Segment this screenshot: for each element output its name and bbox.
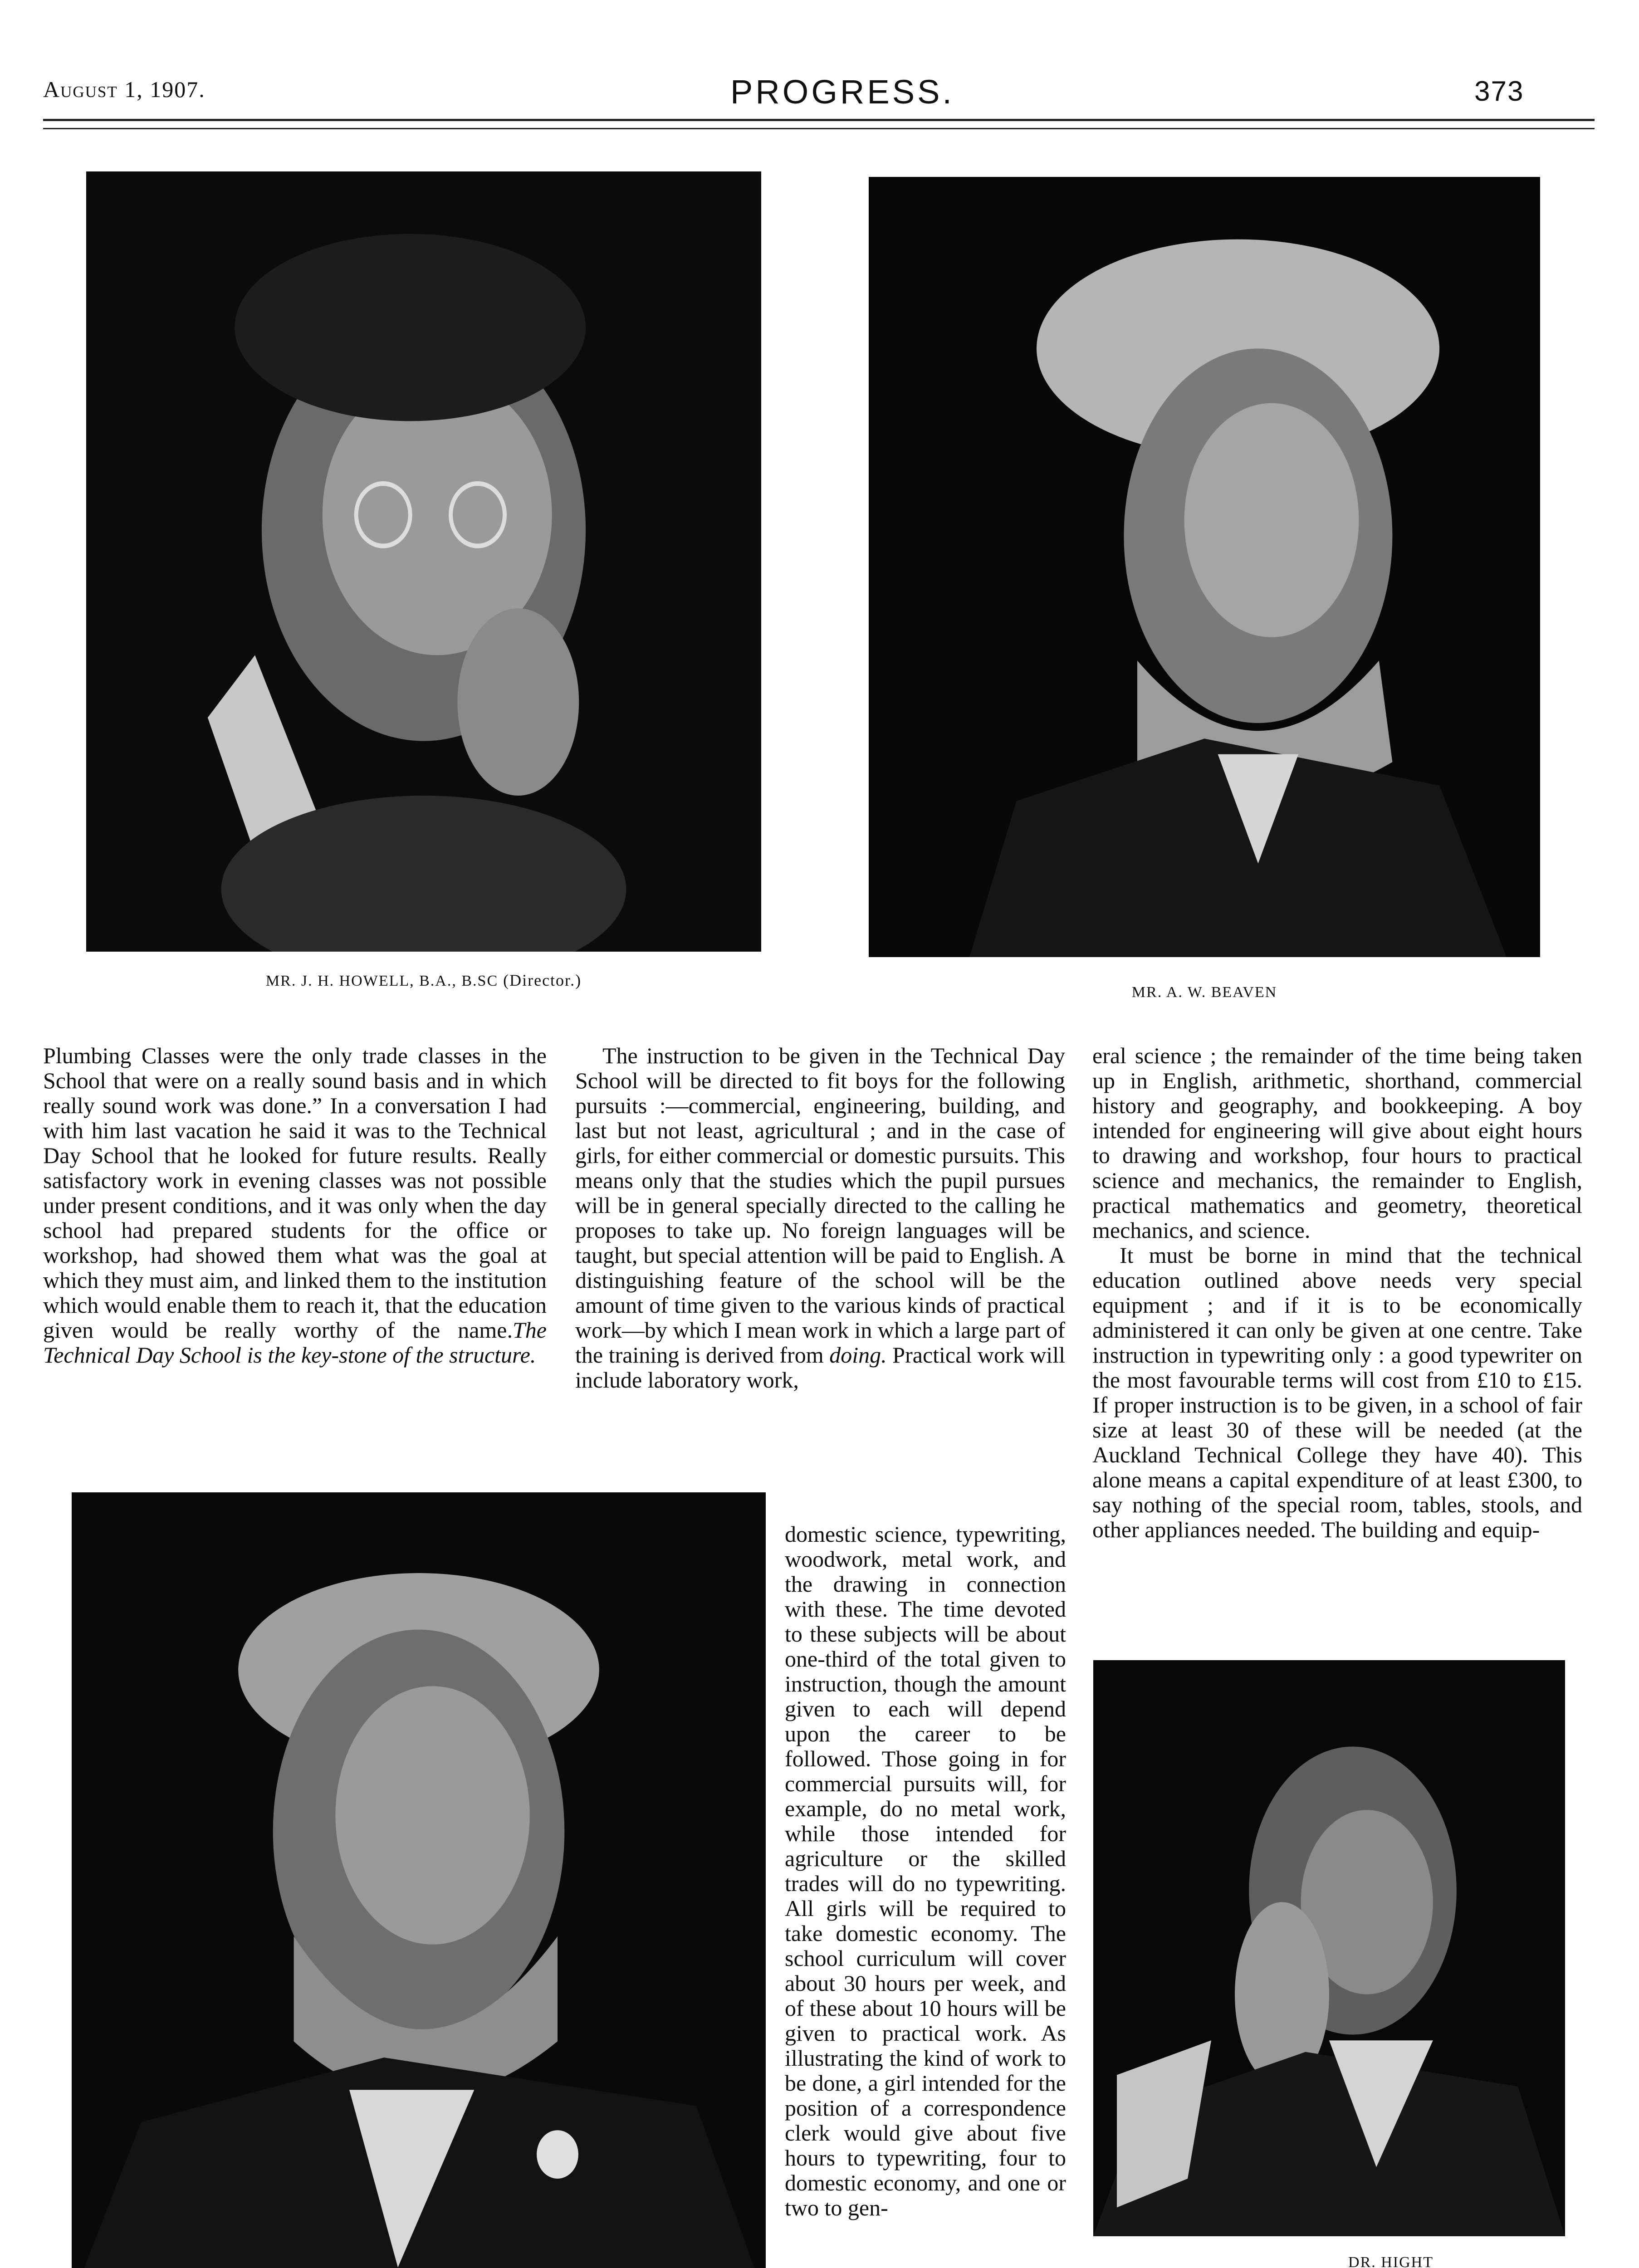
- article-column-2-narrow: [785, 1522, 1066, 2220]
- caption-hight-name-line: [1189, 2252, 1551, 2268]
- page-number: 373: [1474, 76, 1524, 107]
- article-column-2-top: [575, 1043, 1065, 1393]
- caption-howell-role: (Director.): [503, 971, 582, 989]
- header-rule: [43, 119, 1595, 121]
- header-rule-thin: [43, 128, 1595, 129]
- article-column-1: [43, 1043, 547, 1368]
- article-column-3: [1092, 1043, 1582, 1542]
- caption-beaven-name: MR. A. W. BEAVEN: [1131, 984, 1277, 1001]
- column-2-narrow-body: domestic science, typewriting, woodwork, metal work, and the drawing in connection with these. The time devoted to these subjects will be about one-third of the total given to instruction, though the amount given to each will depend upon the career to be followed. Those going in for commercial pursuits will, for example, do no metal work, while those intended for agriculture or the skilled trades will do no typewriting. All girls will be required to take domestic economy. The school curriculum will cover about 30 hours per week, and of these about 10 hours will be given to practical work. As illustrating the kind of work to be done, a girl intended for the position of a correspondence clerk would give about five hours to typewriting, four to domestic economy, and one or two to gen-: [785, 1521, 1066, 2220]
- column-2-body: The instruction to be given in the Technical Day School will be directed to fit boys for the following pursuits :—commercial, engineering, building, and last but not least, agricultural ; and in the case of girls, for either commercial or domestic pursuits. This means only that the studies which the pupil pursues will be in general specially directed to the calling he proposes to take up. No foreign languages will be taught, but special attention will be paid to English. A distinguishing feature of the school will be the amount of time given to the various kinds of practical work—by which I mean work in which a large part of the training is derived from: [575, 1043, 1065, 1368]
- portrait-minson-photo: [72, 1492, 766, 2268]
- column-3-para-2: It must be borne in mind that the technical education outlined above needs very special equipment ; and if it is to be economically administered it can only be given at one centre. Take instruction in typewriting only : a good typewriter on the most favourable terms will cost from £10 to £15. If proper instruction is to be given, in a school of fair size at least 30 of these will be needed (at the Auckland Technical College they have 40). This alone means a capital expenditure of at least £300, to say nothing of the special room, tables, stools, and other appliances needed. The building and equip-: [1092, 1242, 1582, 1542]
- caption-howell-name: MR. J. H. HOWELL, B.A., B.SC: [265, 973, 499, 989]
- portrait-howell-photo: [86, 171, 761, 952]
- column-1-keystone-italic: The Technical Day School is the key-stone of the structure.: [43, 1317, 547, 1368]
- column-2-doing-italic: doing.: [829, 1342, 887, 1368]
- column-2-body-end: Practical work will include laboratory work,: [575, 1342, 1066, 1393]
- issue-date: August 1, 1907.: [43, 77, 205, 102]
- portrait-hight-photo: [1093, 1660, 1565, 2236]
- caption-hight-name: DR. HIGHT: [1348, 2254, 1434, 2268]
- caption-beaven: [869, 982, 1540, 1001]
- portrait-beaven-photo: [869, 177, 1540, 957]
- column-1-body: Plumbing Classes were the only trade classes in the School that were on a really sound basis and in which really sound work was done.” In a conversation I had with him last vacation he said it was to the Technical Day School that he looked for future results. Really satisfactory work in evening classes was not possible under present conditions, and it was only when the day school had prepared students for the office or workshop, had showed them what was the goal at which they must aim, and linked them to the institution which would enable them to reach it, that the education given would be really worthy of the name.: [43, 1043, 547, 1343]
- column-3-para-1: eral science ; the remainder of the time being taken up in English, arithmetic, shorthand, commercial history and geography, and bookkeeping. A boy intended for engineering will give about eight hours to drawing and workshop, four hours to practical science and mechanics, the remainder to English, practical mathematics and geometry, theoretical mechanics, and science.: [1092, 1043, 1582, 1243]
- caption-howell: [86, 971, 761, 990]
- publication-title: PROGRESS.: [730, 73, 954, 111]
